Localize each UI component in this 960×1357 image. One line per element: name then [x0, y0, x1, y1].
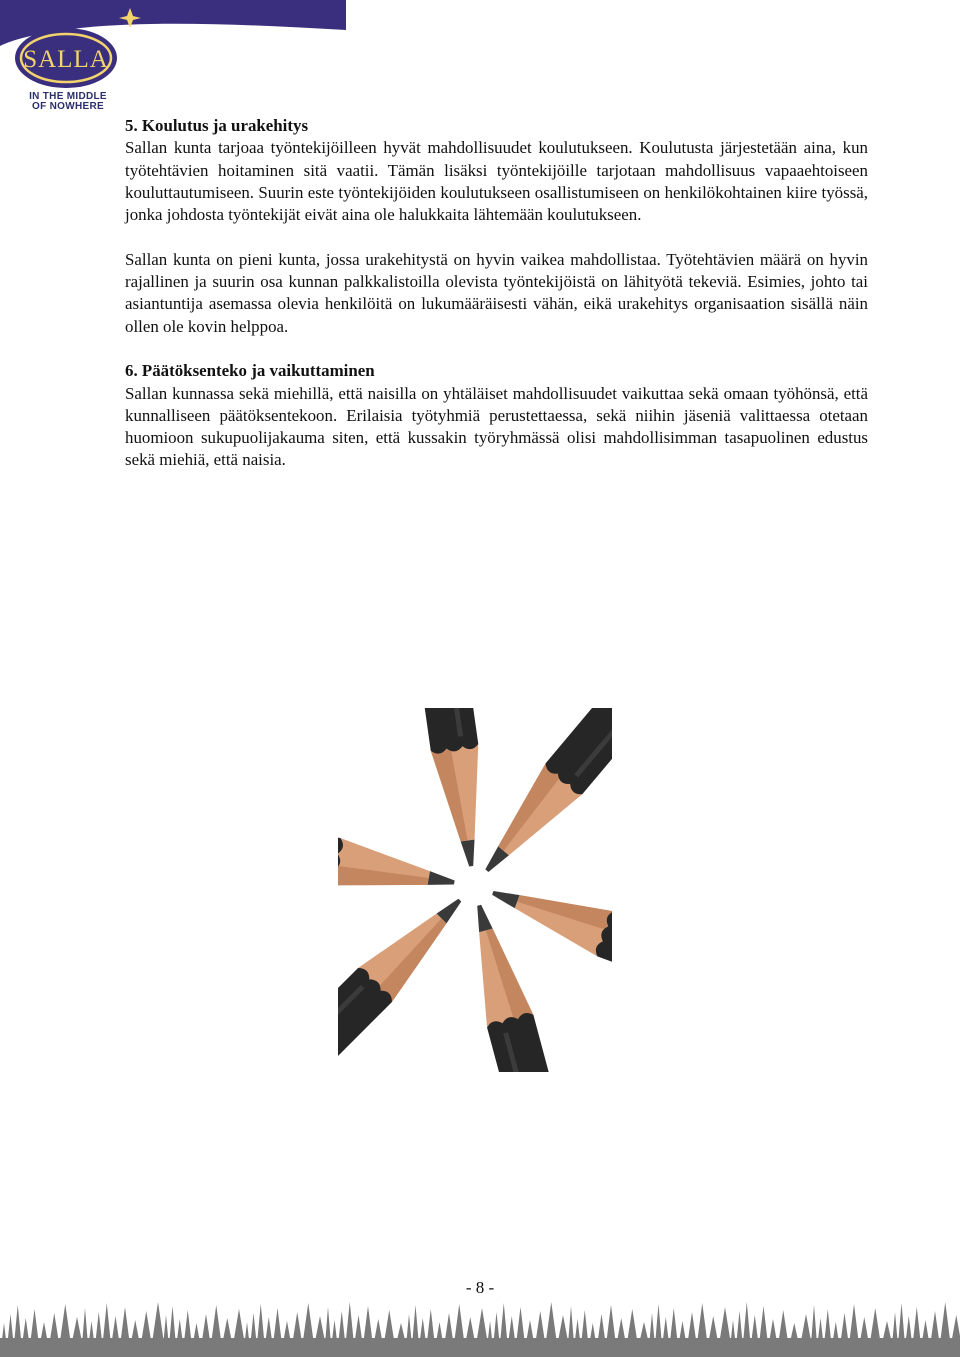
tree-silhouette: [868, 1308, 883, 1357]
tree-silhouette: [209, 1305, 223, 1357]
tree-silhouette: [382, 1310, 397, 1357]
section-paatoksenteko: [125, 360, 868, 471]
tree-silhouette: [823, 1309, 833, 1357]
tree-silhouette: [758, 1306, 770, 1357]
tree-silhouette: [182, 1310, 193, 1357]
tree-silhouette: [119, 1307, 132, 1357]
section-heading: 6. Päätöksenteko ja vaikuttaminen: [125, 361, 375, 381]
tree-silhouette: [776, 1310, 790, 1357]
tree-silhouette: [580, 1310, 590, 1357]
tree-silhouette: [425, 1309, 436, 1357]
logo-emblem: [15, 28, 117, 88]
logo-tagline-line-2: OF NOWHERE: [32, 101, 104, 112]
section-koulutus: [125, 115, 868, 338]
pencil-bottom-left: [468, 708, 612, 886]
tree-silhouette: [742, 1302, 752, 1357]
logo-tagline-line-1: IN THE MIDDLE: [29, 91, 107, 102]
tree-silhouette: [58, 1304, 73, 1357]
tree-silhouette: [13, 1305, 23, 1357]
tree-silhouette: [654, 1304, 663, 1357]
pencil-right: [338, 786, 458, 906]
tree-silhouette: [256, 1304, 266, 1357]
pencils-image: [338, 708, 612, 1072]
section-heading: 5. Koulutus ja urakehitys: [125, 116, 309, 135]
forest-silhouette: [0, 1286, 960, 1357]
tree-silhouette: [567, 1306, 575, 1357]
tree-silhouette: [29, 1309, 41, 1357]
tree-silhouette: [810, 1305, 818, 1357]
pencil-top-right: [338, 883, 477, 1072]
tree-silhouette: [911, 1307, 922, 1357]
pencil-bottom: [389, 708, 495, 870]
tree-silhouette: [324, 1307, 332, 1357]
tree-silhouette: [272, 1308, 284, 1357]
tree-silhouette: [515, 1307, 527, 1357]
tree-silhouette: [81, 1308, 89, 1357]
tree-silhouette: [301, 1303, 316, 1357]
tree-silhouette: [668, 1308, 679, 1357]
tree-silhouette: [605, 1305, 618, 1357]
tree-silhouette: [344, 1302, 355, 1357]
logo-tagline: [22, 92, 114, 112]
tree-silhouette: [625, 1309, 640, 1357]
logo-name: SALLA: [23, 46, 109, 73]
paragraph: Sallan kunnassa sekä miehillä, että naisilla on yhtäläiset mahdollisuudet vaikuttaa sekä omaan työhönsä, että kunnalliseen päätöksentekoon. Erilaisia työtyhmiä perustettaessa, sekä niihin jäseniä valittaessa otetaan huomioon sukupuolijakauma siten, että kussakin työryhmässä olisi mahdollisimman tasapuolinen edustus sekä miehiä, että naisia.: [125, 383, 868, 470]
page-number: - 8 -: [465, 1278, 495, 1297]
tree-silhouette: [362, 1306, 375, 1357]
tree-silhouette: [544, 1302, 559, 1357]
tree-silhouette: [499, 1303, 509, 1357]
tree-silhouette: [168, 1306, 177, 1357]
tree-silhouette: [949, 1315, 960, 1357]
tree-silhouette: [411, 1305, 420, 1357]
document-body: [125, 115, 868, 494]
paragraph: Sallan kunta on pieni kunta, jossa urakehitystä on hyvin vaikea mahdollistaa. Työtehtävien määrä on hyvin rajallinen ja suurin osa kunnan palkkalistoilla olevista työntekijöistä on lähityötä tekeviä. Esimies, johto tai asiantuntija asemassa olevia henkilöitä on lukumääräisesti vähän, eikä urakehitys organisaation sisällä näin ollen ole kovin helppoa.: [125, 249, 868, 336]
header-band: [0, 0, 960, 120]
tree-silhouette: [695, 1303, 709, 1357]
tree-silhouette: [897, 1303, 906, 1357]
tree-silhouette: [938, 1302, 952, 1357]
tree-silhouette: [452, 1304, 466, 1357]
paragraph: Sallan kunta tarjoaa työntekijöilleen hyvät mahdollisuudet koulutukseen. Koulutusta järjestetään aina, kun työtehtävien hoitaminen sitä vaatii. Tämän lisäksi työntekijöille tarjotaan mahdollisuus vapaaehtoiseen kouluttautumiseen. Suurin este työntekijöiden koulutukseen osallistumiseen on henkilökohtainen kiire työssä, jonka johdosta työntekijät eivät aina ole halukkaita lähtemään koulutukseen.: [125, 138, 868, 225]
tree-silhouette: [101, 1303, 112, 1357]
tree-silhouette: [848, 1304, 861, 1357]
